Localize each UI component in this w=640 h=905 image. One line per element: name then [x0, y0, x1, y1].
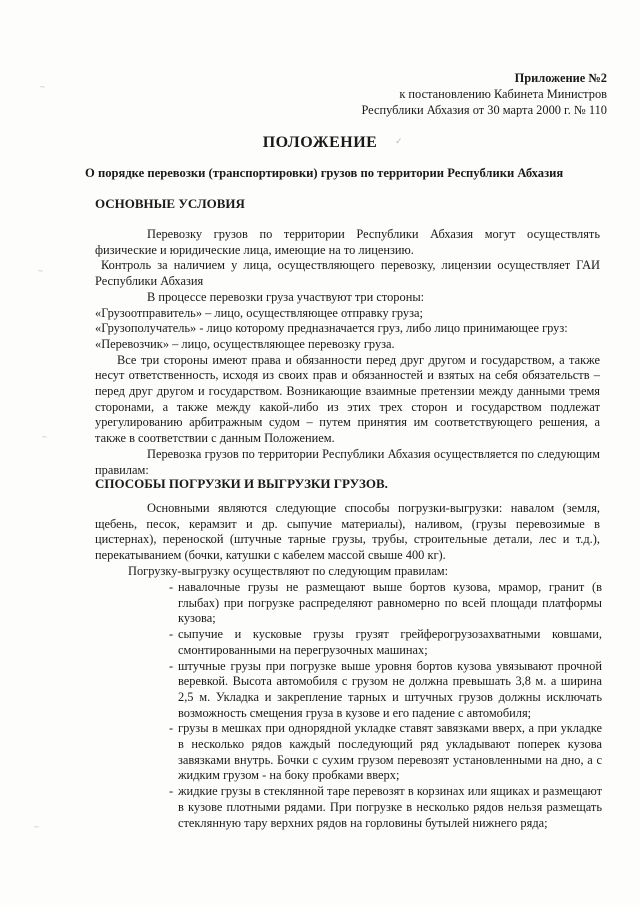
- paragraph: Погрузку-выгрузку осуществляют по следующим правилам:: [128, 563, 449, 578]
- loading-rules-list: [169, 580, 602, 831]
- paragraph: «Грузоотправитель» – лицо, осуществляющее отправку груза;: [95, 305, 423, 320]
- section-basic-body: [95, 227, 600, 478]
- paragraph: Основными являются следующие способы погрузки-выгрузки: навалом (земля, щебень, песок, керамзит и др. сыпучие материалы), наливом, (грузы перевозимые в цистернах), переноской (штучные тарные грузы, трубы, строительные детали, лес и т.д.), перекатыванием (бочки, катушки с кабелем массой свыше 400 кг).: [95, 501, 600, 563]
- list-item: - навалочные грузы не размещают выше бортов кузова, мрамор, гранит (в глыбах) при погрузке распределяют равномерно по всей площади платформы кузова;: [169, 580, 602, 626]
- scan-mark: ~: [42, 432, 47, 442]
- paragraph: «Перевозчик» – лицо, осуществляющее перевозку груза.: [95, 336, 395, 351]
- section-heading-loading: СПОСОБЫ ПОГРУЗКИ И ВЫГРУЗКИ ГРУЗОВ.: [95, 476, 388, 491]
- paragraph: Перевозка грузов по территории Республики Абхазия осуществляется по следующим правилам:: [95, 446, 600, 477]
- section-heading-basic: ОСНОВНЫЕ УСЛОВИЯ: [95, 196, 245, 211]
- appendix-date: Республики Абхазия от 30 марта 2000 г. № 110: [361, 103, 607, 117]
- appendix-number: Приложение №2: [514, 71, 607, 85]
- list-item: - сыпучие и кусковые грузы грузят грейферогрузозахватными ковшами, смонтированными на перегрузочных машинах;: [169, 627, 602, 657]
- scan-mark: ✓: [395, 136, 403, 146]
- scan-mark: ~: [34, 822, 39, 832]
- paragraph: «Грузополучатель» - лицо которому предназначается груз, либо лицо принимающее груз:: [95, 321, 568, 336]
- appendix-reference: к постановлению Кабинета Министров: [399, 87, 607, 101]
- list-item: - штучные грузы при погрузке выше уровня бортов кузова увязывают прочной веревкой. Высота автомобиля с грузом не должна превышать 3,8 м. а ширина 2,5 м. Укладка и закрепление тарных и штучных грузов должны исключать возможность смещения груза в кузове и его падение с автомобиля;: [169, 658, 602, 720]
- scan-mark: ~: [40, 82, 45, 92]
- paragraph: В процессе перевозки груза участвуют три стороны:: [147, 289, 425, 304]
- document-subtitle: О порядке перевозки (транспортировки) грузов по территории Республики Абхазия: [85, 166, 564, 180]
- list-item: - грузы в мешках при однорядной укладке ставят завязками вверх, а при укладке в несколько рядов каждый последующий ряд укладывают поперек кузова завязками внутрь. Бочки с сухим грузом перевозят установленными на дно, а с жидким грузом - на боку пробками вверх;: [169, 721, 602, 783]
- section-loading-body: [95, 501, 600, 580]
- paragraph: Все три стороны имеют права и обязанности перед друг другом и государством, а также несут ответственность, исходя из своих прав и обязанностей и взятых на себя обязательств – перед друг другом и государством. Возникающие взаимные претензии между данными тремя сторонами, а также между какой-либо из этих трех сторон и государством подлежат урегулированию арбитражным судом – путем принятия им соответствующего решения, а также в соответствии с данным Положением.: [95, 352, 600, 446]
- scan-mark: ~: [38, 266, 43, 276]
- paragraph: Контроль за наличием у лица, осуществляющего перевозку, лицензии осуществляет ГАИ Республики Абхазия: [95, 258, 600, 289]
- document-title: ПОЛОЖЕНИЕ: [262, 134, 378, 151]
- appendix-header: [361, 70, 607, 118]
- list-item: - жидкие грузы в стеклянной таре перевозят в корзинах или ящиках и размещают в кузове плотными рядами. При погрузке в несколько рядов нельзя размещать стеклянную тару верхних рядов на горловины бутылей нижнего ряда;: [169, 784, 602, 830]
- paragraph: Перевозку грузов по территории Республики Абхазия могут осуществлять физические и юридические лица, имеющие на то лицензию.: [95, 227, 600, 257]
